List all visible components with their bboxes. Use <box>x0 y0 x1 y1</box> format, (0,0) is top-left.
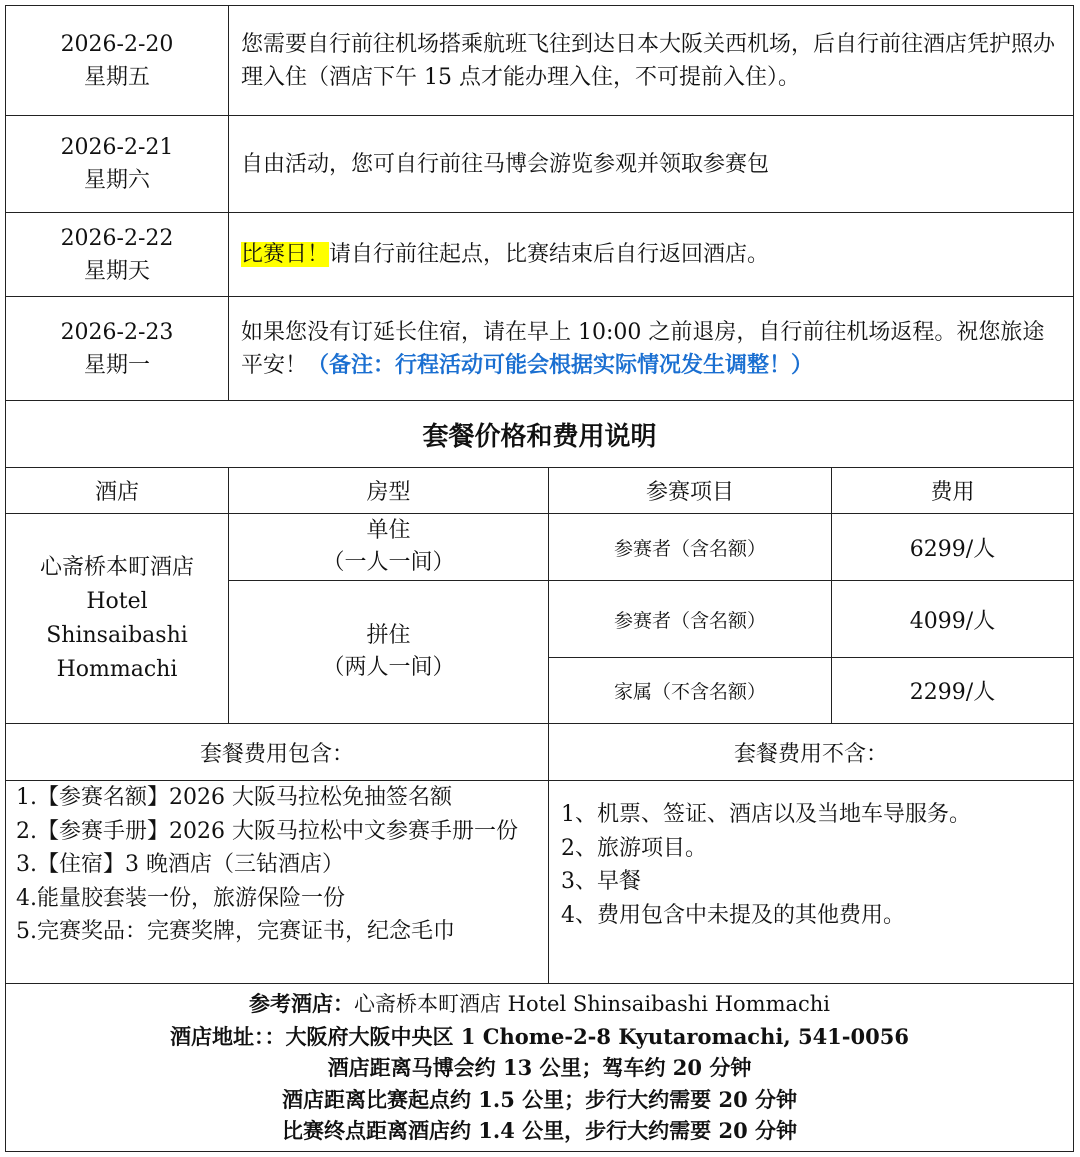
room-desc: （一人一间） <box>322 550 455 575</box>
race-day-highlight: 比赛日！ <box>241 242 330 267</box>
schedule-text: 您需要自行前往机场搭乘航班飞往到达日本大阪关西机场，后自行前往酒店凭护照办理入住（酒店下午 15 点才能办理入住，不可提前入住）。 <box>241 31 1056 90</box>
schedule-date: 2026-2-21 <box>60 135 174 160</box>
hotel-name-cn: 心斋桥本町酒店 <box>39 554 194 580</box>
schedule-date-cell <box>6 6 229 116</box>
header-room-type: 房型 <box>229 468 549 514</box>
schedule-desc <box>229 297 1074 401</box>
hotel-address-label: 酒店地址： <box>170 1023 265 1049</box>
footer-row <box>6 984 1074 1152</box>
schedule-weekday: 星期一 <box>83 352 150 378</box>
header-hotel: 酒店 <box>6 468 229 514</box>
room-type: 拼住 <box>366 623 411 648</box>
schedule-text: 请自行前往起点，比赛结束后自行返回酒店。 <box>329 242 770 267</box>
distance-expo: 酒店距离马博会约 13 公里；驾车约 20 分钟 <box>327 1055 752 1081</box>
schedule-weekday: 星期六 <box>83 168 150 193</box>
schedule-date-cell <box>6 297 229 401</box>
excludes-title: 套餐费用不含： <box>549 724 1074 781</box>
schedule-desc <box>229 116 1074 213</box>
excludes-list <box>549 781 1074 984</box>
entry-item: 家属（不含名额） <box>549 658 832 724</box>
includes-item: 5.完赛奖品：完赛奖牌，完赛证书，纪念毛巾 <box>16 919 455 944</box>
pricing-header-row <box>6 468 1074 514</box>
includes-item: 2.【参赛手册】2026 大阪马拉松中文参赛手册一份 <box>16 818 518 844</box>
package-header-row <box>6 724 1074 781</box>
includes-list <box>6 781 549 984</box>
schedule-desc <box>229 6 1074 116</box>
reference-hotel-value: 心斋桥本町酒店 Hotel Shinsaibashi Hommachi <box>353 992 831 1017</box>
schedule-weekday: 星期天 <box>83 258 150 284</box>
excludes-item: 1、机票、签证、酒店以及当地车导服务。 <box>561 802 971 827</box>
header-price: 费用 <box>832 468 1074 514</box>
itinerary-document <box>5 5 1073 1152</box>
schedule-text: 自由活动，您可自行前往马博会游览参观并领取参赛包 <box>241 151 770 177</box>
pricing-row <box>6 514 1074 581</box>
pricing-title: 套餐价格和费用说明 <box>6 401 1074 468</box>
excludes-item: 3、早餐 <box>561 869 641 894</box>
price-value: 2299/人 <box>832 658 1074 724</box>
hotel-address <box>6 1021 1073 1053</box>
hotel-address-value: ：大阪府大阪中央区 1 Chome-2-8 Kyutaromachi, 541-0056 <box>264 1023 909 1049</box>
includes-item: 3.【住宿】3 晚酒店（三钻酒店） <box>16 852 344 877</box>
entry-item: 参赛者（含名额） <box>549 514 832 581</box>
excludes-item: 2、旅游项目。 <box>561 835 707 861</box>
schedule-row <box>6 6 1074 116</box>
includes-title: 套餐费用包含： <box>6 724 549 781</box>
schedule-date-cell <box>6 213 229 297</box>
entry-item: 参赛者（含名额） <box>549 581 832 658</box>
price-value: 4099/人 <box>832 581 1074 658</box>
schedule-text: 如果您没有订延长住宿，请在早上 10:00 之前退房，自行前往机场返程。祝您旅途平安！ <box>241 319 1045 378</box>
pricing-title-row <box>6 401 1074 468</box>
hotel-name-en: Hotel <box>86 588 148 614</box>
distance-finish: 比赛终点距离酒店约 1.4 公里，步行大约需要 20 分钟 <box>282 1118 798 1144</box>
schedule-desc <box>229 213 1074 297</box>
room-desc: （两人一间） <box>322 655 455 680</box>
schedule-date: 2026-2-20 <box>60 31 174 57</box>
hotel-cell <box>6 514 229 724</box>
schedule-date-cell <box>6 116 229 213</box>
excludes-item: 4、费用包含中未提及的其他费用。 <box>561 902 905 928</box>
hotel-info <box>6 984 1074 1152</box>
distance-start: 酒店距离比赛起点约 1.5 公里；步行大约需要 20 分钟 <box>282 1086 798 1112</box>
package-list-row <box>6 781 1074 984</box>
schedule-date: 2026-2-22 <box>60 225 174 251</box>
includes-item: 4.能量胶套装一份，旅游保险一份 <box>16 885 345 911</box>
price-value: 6299/人 <box>832 514 1074 581</box>
includes-item: 1.【参赛名额】2026 大阪马拉松免抽签名额 <box>16 785 452 810</box>
header-entry-item: 参赛项目 <box>549 468 832 514</box>
reference-hotel <box>6 988 1073 1021</box>
itinerary-table <box>5 5 1074 1152</box>
hotel-name-en: Hommachi <box>56 656 178 682</box>
room-type-shared <box>229 581 549 724</box>
schedule-row <box>6 213 1074 297</box>
schedule-row <box>6 297 1074 401</box>
room-type: 单住 <box>366 518 411 543</box>
schedule-date: 2026-2-23 <box>60 319 174 345</box>
reference-hotel-label: 参考酒店： <box>248 991 354 1017</box>
room-type-single <box>229 514 549 581</box>
hotel-name-en: Shinsaibashi <box>46 622 188 648</box>
schedule-row <box>6 116 1074 213</box>
schedule-note: （备注：行程活动可能会根据实际情况发生调整！） <box>307 351 814 378</box>
schedule-weekday: 星期五 <box>83 64 150 90</box>
